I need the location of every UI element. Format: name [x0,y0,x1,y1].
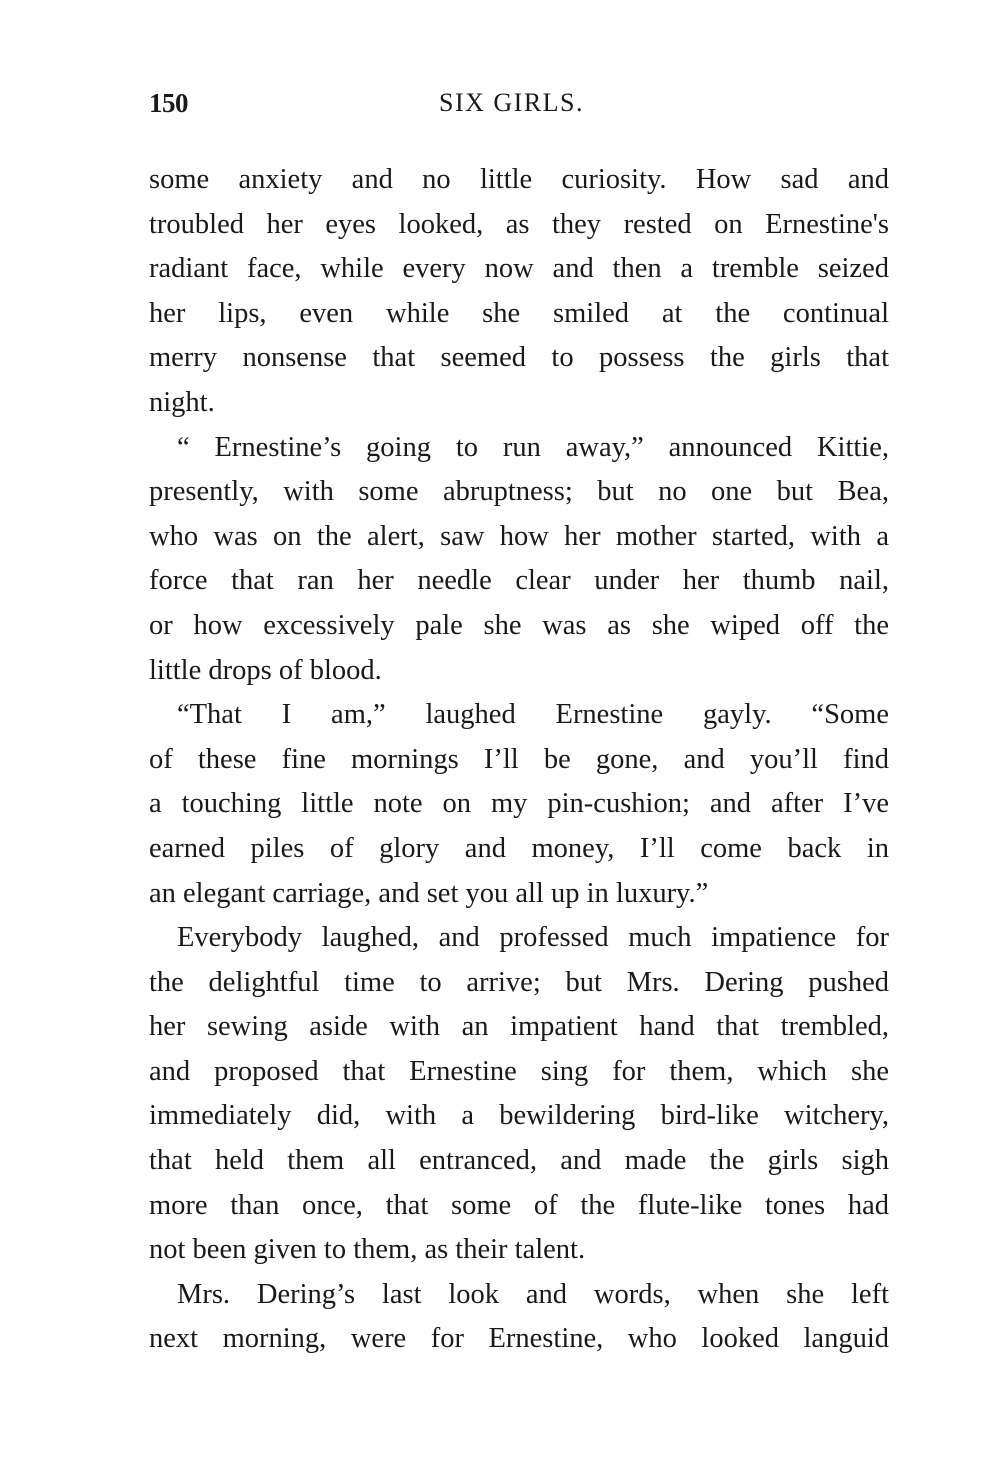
running-head [149,88,889,128]
text-line: “ Ernestine’s going to run away,” announced Kittie, [177,431,889,463]
text-line: and proposed that Ernestine sing for them, which she [149,1055,889,1087]
text-line: an elegant carriage, and set you all up in luxury.” [149,877,709,909]
text-line: not been given to them, as their talent. [149,1234,586,1266]
text-line: Everybody laughed, and professed much impatience for [177,922,889,954]
text-line: presently, with some abruptness; but no one but Bea, [149,476,889,508]
text-line: a touching little note on my pin-cushion; and after I’ve [149,788,889,820]
text-line: who was on the alert, saw how her mother started, with a [149,520,889,552]
text-line: that held them all entranced, and made the girls sigh [149,1145,889,1177]
page-number: 150 [149,88,188,118]
text-line: “That I am,” laughed Ernestine gayly. “Some [177,699,889,731]
text-line: Mrs. Dering’s last look and words, when she left [177,1278,889,1310]
text-line: merry nonsense that seemed to possess the girls that [149,342,889,374]
text-line: little drops of blood. [149,654,382,686]
text-line: or how excessively pale she was as she wiped off the [149,609,889,641]
text-line: her lips, even while she smiled at the continual [149,297,889,329]
text-line: immediately did, with a bewildering bird-like witchery, [149,1100,889,1132]
text-line: of these fine mornings I’ll be gone, and you’ll find [149,743,889,775]
text-line: force that ran her needle clear under her thumb nail, [149,565,889,597]
text-line: her sewing aside with an impatient hand that trembled, [149,1011,889,1043]
text-line: night. [149,386,215,418]
book-title: SIX GIRLS. [439,88,585,117]
text-line: troubled her eyes looked, as they rested on Ernestine's [149,208,889,240]
text-line: the delightful time to arrive; but Mrs. Dering pushed [149,966,889,998]
body-text [149,158,889,1362]
text-line: next morning, were for Ernestine, who looked languid [149,1323,889,1355]
text-line: some anxiety and no little curiosity. How sad and [149,164,889,195]
text-line: more than once, that some of the flute-like tones had [149,1189,889,1221]
text-line: earned piles of glory and money, I’ll come back in [149,832,889,864]
text-line: radiant face, while every now and then a tremble seized [149,253,889,285]
